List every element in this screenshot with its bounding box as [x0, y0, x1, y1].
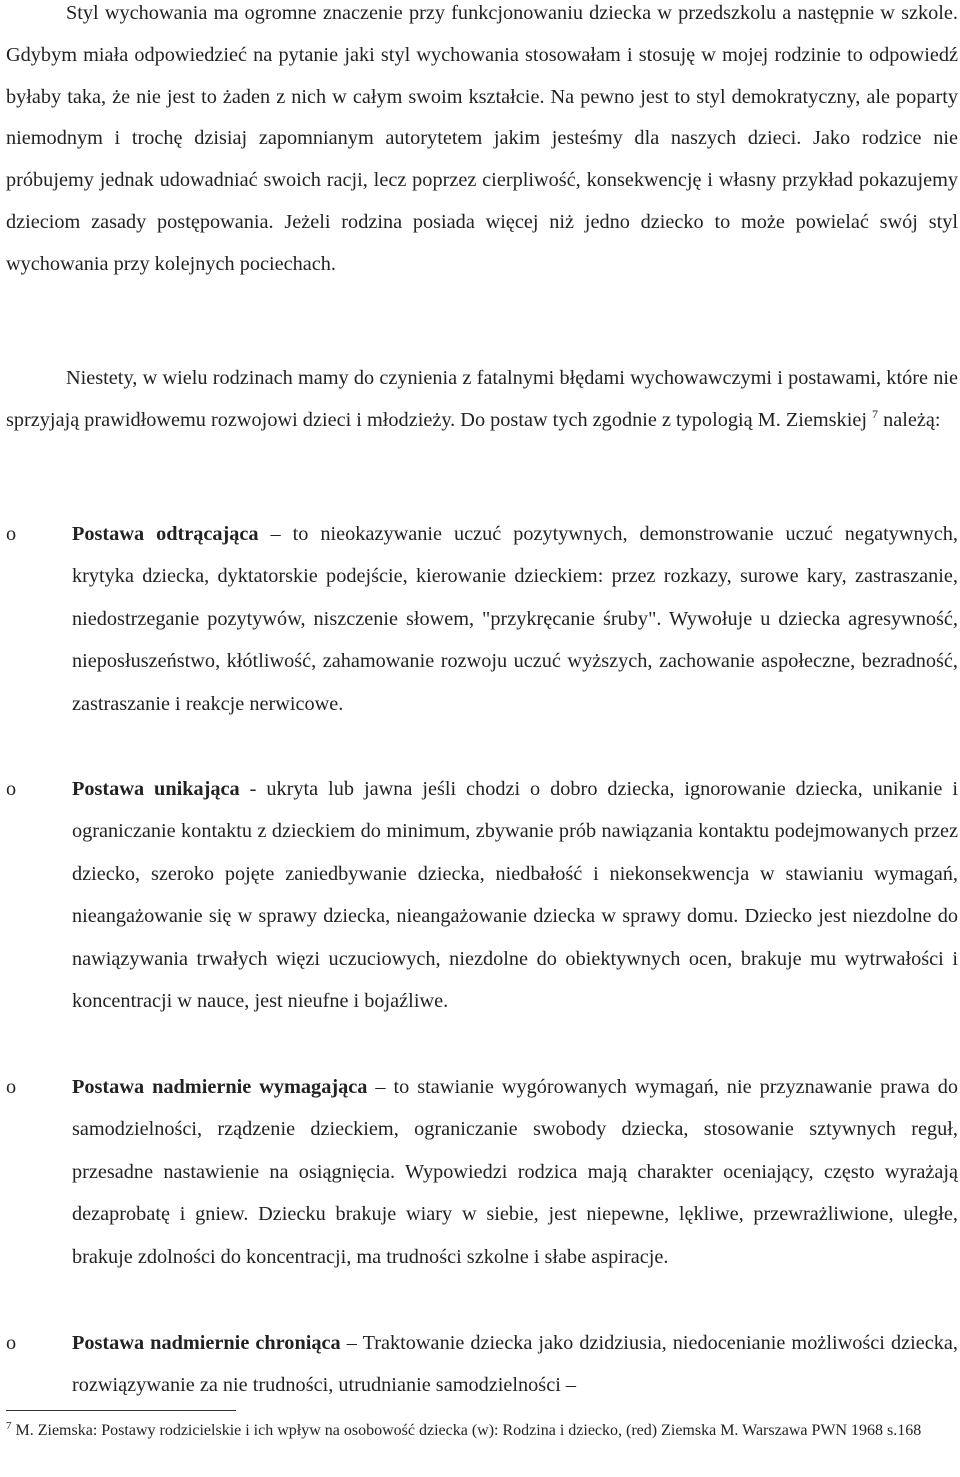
bullet-marker: o: [6, 1332, 17, 1354]
list-item-text: [72, 1066, 958, 1278]
paragraph-text-end: należą:: [878, 408, 941, 431]
bullet-marker: o: [6, 523, 17, 545]
footnote-text: M. Ziemska: Postawy rodzicielskie i ich wpływ na osobowość dziecka (w): Rodzina i dziecko, (red) Ziemska M. Warszawa PWN 1968 s.168: [11, 1422, 922, 1439]
attitude-description: – to nieokazywanie uczuć pozytywnych, demonstrowanie uczuć negatywnych, krytyka dziecka, dyktatorskie podejście, kierowanie dzieckiem: przez rozkazy, surowe kary, zastraszanie, niedostrzeganie pozytywów, niszczenie słowem, "przykręcanie śruby". Wywołuje u dziecka agresywność, nieposłuszeństwo, kłótliwość, zahamowanie rozwoju uczuć wyższych, zachowanie aspołeczne, bezradność, zastraszanie i reakcje nerwicowe.: [72, 523, 958, 715]
paragraph-parenting-style: [6, 0, 958, 286]
paragraph-parenting-mistakes: [6, 358, 958, 442]
footnote: [6, 1418, 958, 1444]
footnote-reference: 7: [872, 406, 879, 421]
paragraph-text: Styl wychowania ma ogromne znaczenie przy funkcjonowaniu dziecka w przedszkolu a następnie w szkole. Gdybym miała odpowiedzieć na pytanie jaki styl wychowania stosowałam i stosuję w mojej rodzinie to odpowiedź byłaby taka, że nie jest to żaden z nich w całym swoim kształcie. Na pewno jest to styl demokratyczny, ale poparty niemodnym i trochę dzisiaj zapomnianym autorytetem jakim jesteśmy dla naszych dzieci. Jako rodzice nie próbujemy jednak udowadniać swoich racji, lecz poprzez cierpliwość, konsekwencję i własny przykład pokazujemy dzieciom zasady postępowania. Jeżeli rodzina posiada więcej niż jedno dziecko to może powielać swój styl wychowania przy kolejnych pociechach.: [6, 2, 958, 275]
attitude-description: - ukryta lub jawna jeśli chodzi o dobro dziecka, ignorowanie dziecka, unikanie i ograniczanie kontaktu z dzieckiem do minimum, zbywanie prób nawiązania kontaktu podejmowanych przez dziecko, szeroko pojęte zaniedbywanie dziecka, niedbałość i niekonsekwencja w stawianiu wymagań, nieangażowanie się w sprawy dziecka, nieangażowanie dziecka w sprawy domu. Dziecko jest niezdolne do nawiązywania trwałych więzi uczuciowych, niezdolne do obiektywnych ocen, brakuje mu wytrwałości i koncentracji w nauce, jest nieufne i bojaźliwe.: [72, 778, 958, 1013]
paragraph-text: Niestety, w wielu rodzinach mamy do czynienia z fatalnymi błędami wychowawczymi i postawami, które nie sprzyjają prawidłowemu rozwojowi dzieci i młodzieży. Do postaw tych zgodnie z typologią M. Ziemskiej: [6, 367, 958, 431]
list-item-text: [72, 513, 958, 725]
attitude-description: – to stawianie wygórowanych wymagań, nie przyznawanie prawa do samodzielności, rządzenie dzieckiem, ograniczanie swobody dziecka, stosowanie sztywnych reguł, przesadne nastawienie na osiągnięcia. Wypowiedzi rodzica mają charakter oceniający, często wyrażają dezaprobatę i gniew. Dziecku brakuje wiary w siebie, jest niepewne, lękliwe, przewrażliwione, uległe, brakuje zdolności do koncentracji, ma trudności szkolne i słabe aspiracje.: [72, 1076, 958, 1268]
attitude-name: Postawa unikająca: [72, 778, 240, 800]
footnote-number: 7: [6, 1420, 12, 1432]
bullet-marker: o: [6, 1076, 17, 1098]
attitude-name: Postawa nadmiernie wymagająca: [72, 1076, 368, 1098]
attitude-name: Postawa nadmiernie chroniąca: [72, 1332, 341, 1354]
attitude-description: – Traktowanie dziecka jako dzidziusia, niedocenianie możliwości dziecka, rozwiązywanie za nie trudności, utrudnianie samodzielności –: [72, 1332, 959, 1397]
list-item-text: [72, 768, 958, 1022]
attitude-name: Postawa odtrącająca: [72, 523, 259, 545]
list-item-text: [72, 1322, 958, 1407]
footnote-separator: [6, 1410, 236, 1411]
bullet-marker: o: [6, 778, 17, 800]
